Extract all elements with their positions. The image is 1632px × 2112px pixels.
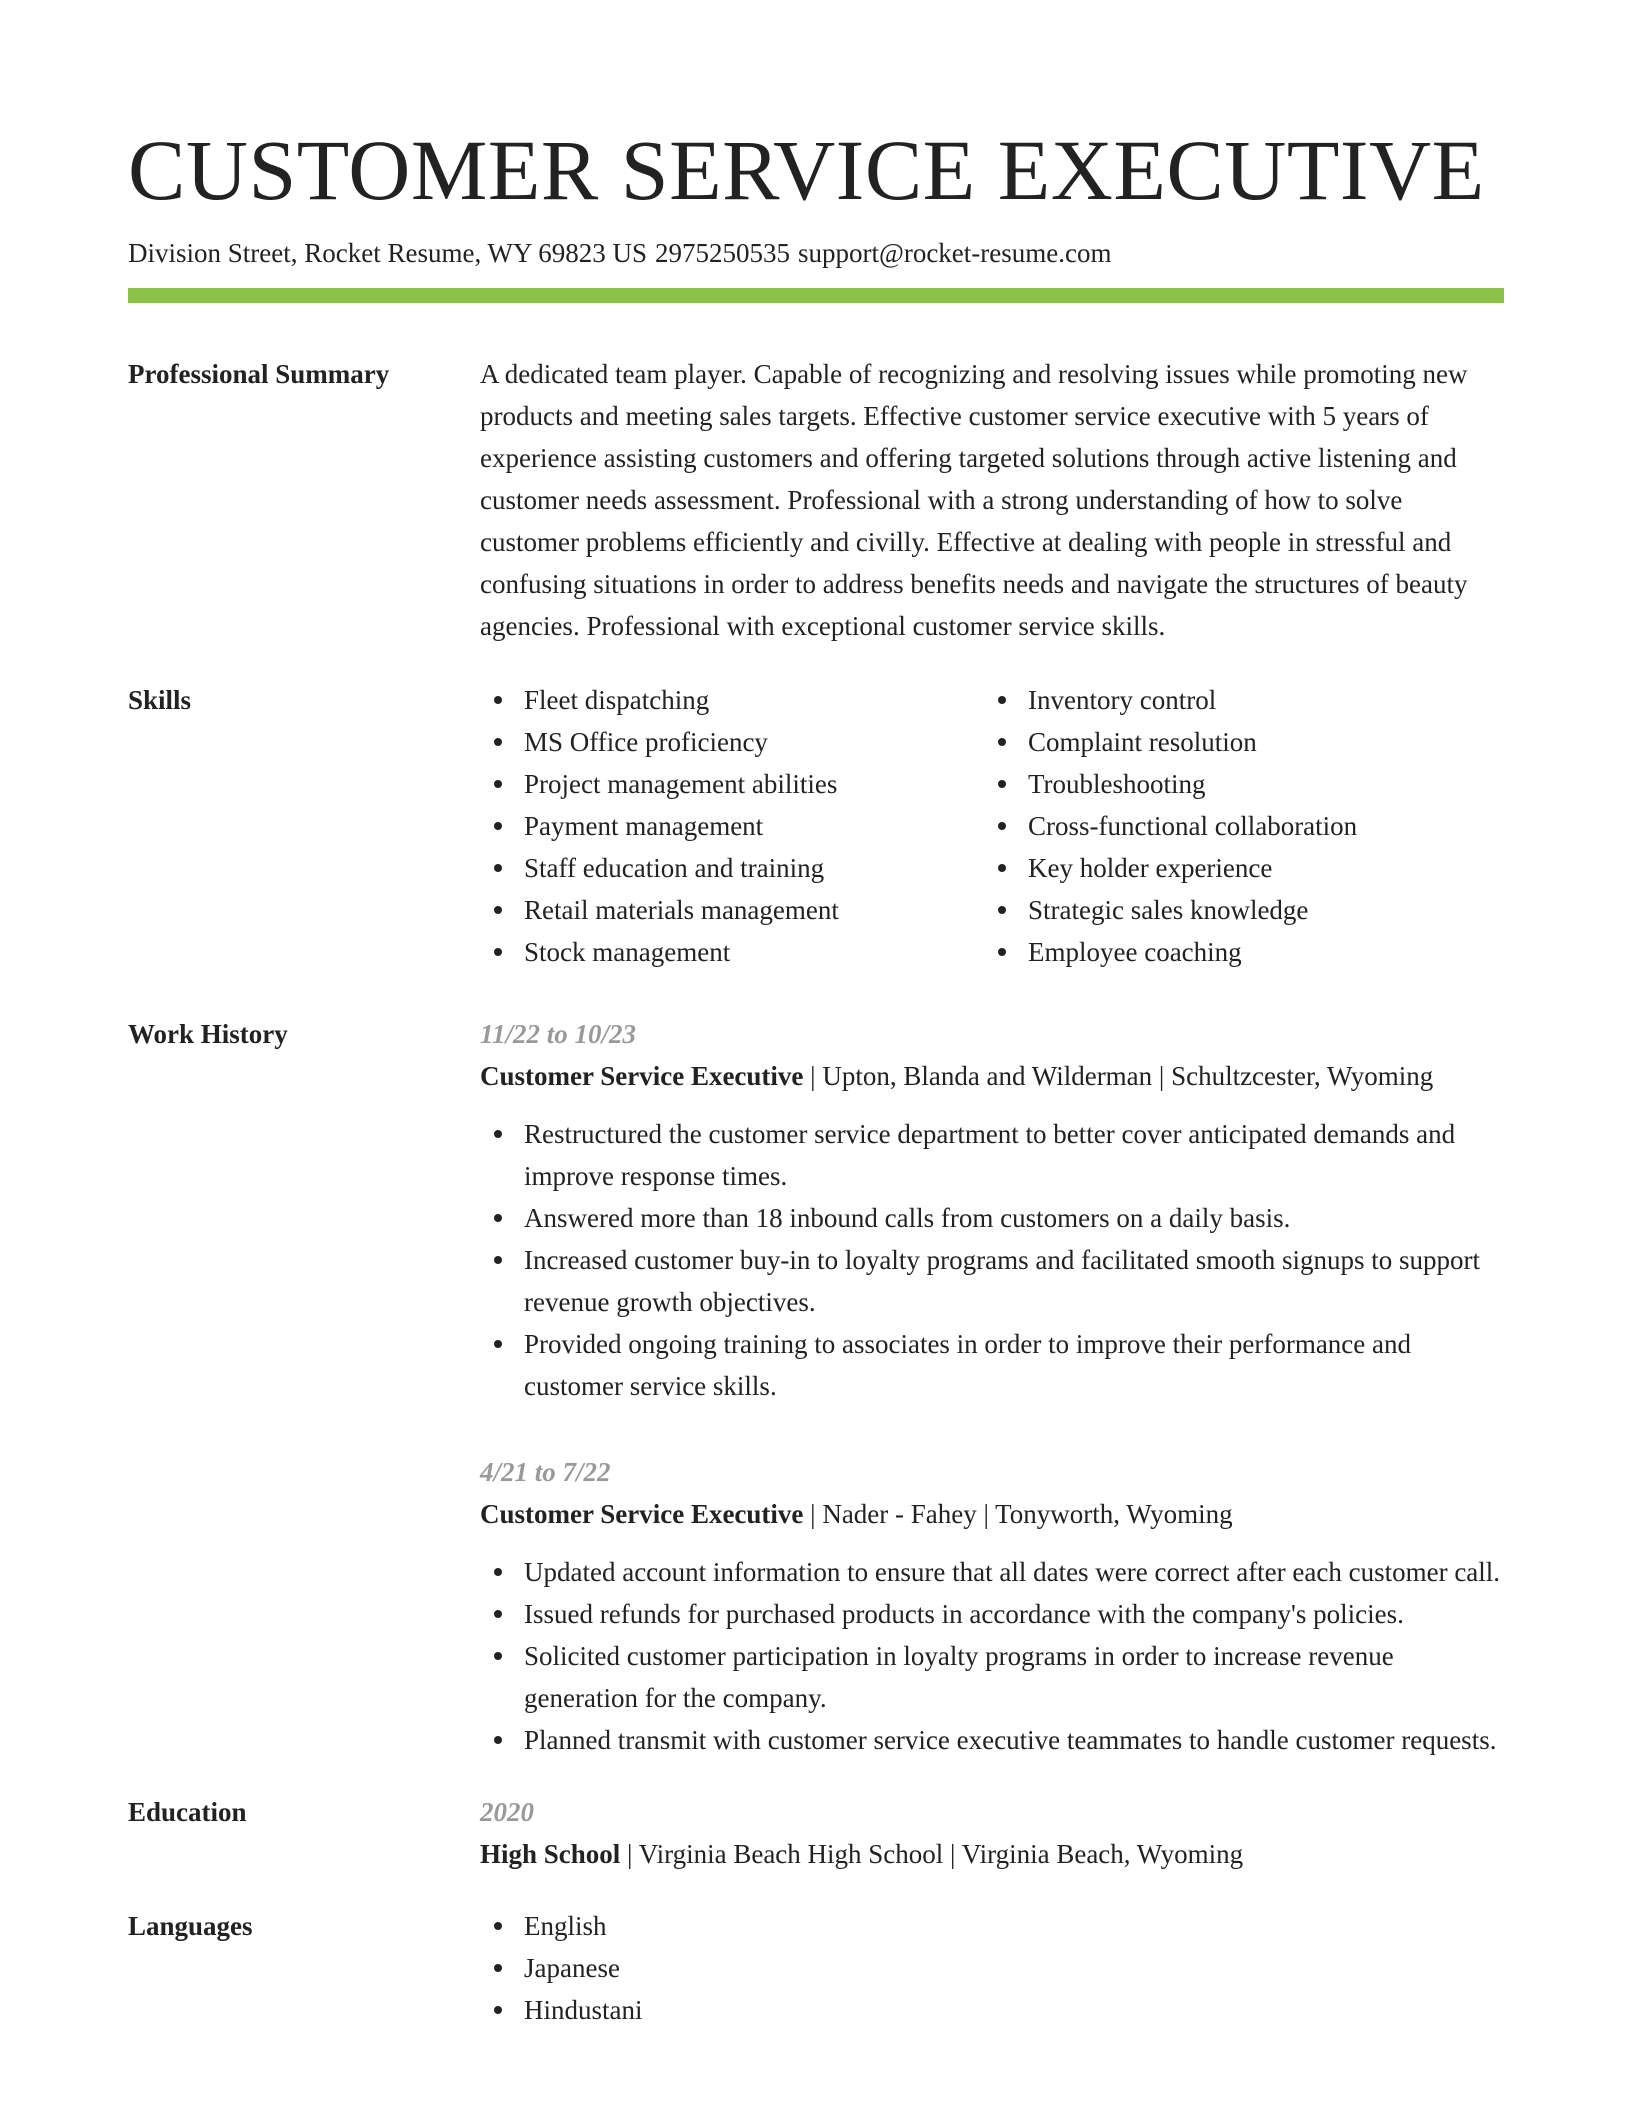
- address: Division Street, Rocket Resume, WY 69823 US: [128, 238, 647, 268]
- skill-item: Retail materials management: [480, 889, 984, 931]
- phone: 2975250535: [654, 238, 790, 268]
- skill-item: Key holder experience: [984, 847, 1488, 889]
- duty-item: Provided ongoing training to associates in order to improve their performance and customer service skills.: [480, 1323, 1504, 1407]
- skill-item: Project management abilities: [480, 763, 984, 805]
- skill-item: Cross-functional collaboration: [984, 805, 1488, 847]
- job-heading: [480, 1493, 1504, 1535]
- resume-page: [128, 122, 1504, 2031]
- summary-text: A dedicated team player. Capable of recognizing and resolving issues while promoting new products and meeting sales targets. Effective customer service executive with 5 years of experience assisting customers and offering targeted solutions through active listening and customer needs assessment. Professional with a strong understanding of how to solve customer problems efficiently and civilly. Effective at dealing with people in stressful and confusing situations in order to address benefits needs and navigate the structures of beauty agencies. Professional with exceptional customer service skills.: [480, 359, 1468, 641]
- section-label-work: Work History: [128, 1019, 288, 1049]
- skills-list-right: [984, 679, 1488, 973]
- duty-item: Increased customer buy-in to loyalty programs and facilitated smooth signups to support revenue growth objectives.: [480, 1239, 1504, 1323]
- skill-item: Employee coaching: [984, 931, 1488, 973]
- education-heading: [480, 1833, 1504, 1875]
- duty-item: Answered more than 18 inbound calls from customers on a daily basis.: [480, 1197, 1504, 1239]
- skill-item: Payment management: [480, 805, 984, 847]
- section-label-education: Education: [128, 1797, 247, 1827]
- job-title: Customer Service Executive: [480, 1061, 804, 1091]
- section-label-skills: Skills: [128, 685, 192, 715]
- job-employer-location: | Nader - Fahey | Tonyworth, Wyoming: [803, 1499, 1233, 1529]
- job-duties: [480, 1551, 1504, 1761]
- job-dates: 4/21 to 7/22: [480, 1457, 611, 1487]
- duty-item: Solicited customer participation in loyalty programs in order to increase revenue generation for the company.: [480, 1635, 1504, 1719]
- skill-item: Stock management: [480, 931, 984, 973]
- skill-item: MS Office proficiency: [480, 721, 984, 763]
- languages-list: [480, 1905, 1504, 2031]
- section-label-summary: Professional Summary: [128, 359, 390, 389]
- candidate-name: CUSTOMER SERVICE EXECUTIVE: [128, 122, 1485, 218]
- duty-item: Updated account information to ensure that all dates were correct after each customer call.: [480, 1551, 1504, 1593]
- skill-item: Complaint resolution: [984, 721, 1488, 763]
- work-history-section: [128, 1013, 1504, 1761]
- section-label-languages: Languages: [128, 1911, 253, 1941]
- job-heading: [480, 1055, 1504, 1097]
- job-dates: 11/22 to 10/23: [480, 1019, 637, 1049]
- skill-item: Fleet dispatching: [480, 679, 984, 721]
- education-degree: High School: [480, 1839, 621, 1869]
- duty-item: Restructured the customer service department to better cover anticipated demands and improve response times.: [480, 1113, 1504, 1197]
- languages-section: [128, 1905, 1504, 2031]
- job-entry: [480, 1013, 1504, 1407]
- resume-header: [128, 122, 1504, 303]
- language-item: Hindustani: [480, 1989, 1504, 2031]
- job-entry: [480, 1451, 1504, 1761]
- skill-item: Inventory control: [984, 679, 1488, 721]
- job-employer-location: | Upton, Blanda and Wilderman | Schultzcester, Wyoming: [803, 1061, 1434, 1091]
- email: support@rocket-resume.com: [797, 238, 1112, 268]
- education-school-location: | Virginia Beach High School | Virginia Beach, Wyoming: [620, 1839, 1244, 1869]
- skill-item: Staff education and training: [480, 847, 984, 889]
- language-item: Japanese: [480, 1947, 1504, 1989]
- education-section: [128, 1791, 1504, 1875]
- job-duties: [480, 1113, 1504, 1407]
- duty-item: Planned transmit with customer service executive teammates to handle customer requests.: [480, 1719, 1504, 1761]
- language-item: English: [480, 1905, 1504, 1947]
- work-history-body: [480, 1013, 1504, 1761]
- skills-columns: [480, 679, 1504, 973]
- job-title: Customer Service Executive: [480, 1499, 804, 1529]
- education-body: [480, 1791, 1504, 1875]
- skill-item: Strategic sales knowledge: [984, 889, 1488, 931]
- skills-section: [128, 679, 1504, 973]
- skills-list-left: [480, 679, 984, 973]
- skill-item: Troubleshooting: [984, 763, 1488, 805]
- professional-summary-section: [128, 353, 1504, 647]
- duty-item: Issued refunds for purchased products in accordance with the company's policies.: [480, 1593, 1504, 1635]
- languages-body: [480, 1905, 1504, 2031]
- contact-line: [128, 236, 1504, 270]
- education-year: 2020: [480, 1797, 534, 1827]
- header-divider: [128, 288, 1504, 303]
